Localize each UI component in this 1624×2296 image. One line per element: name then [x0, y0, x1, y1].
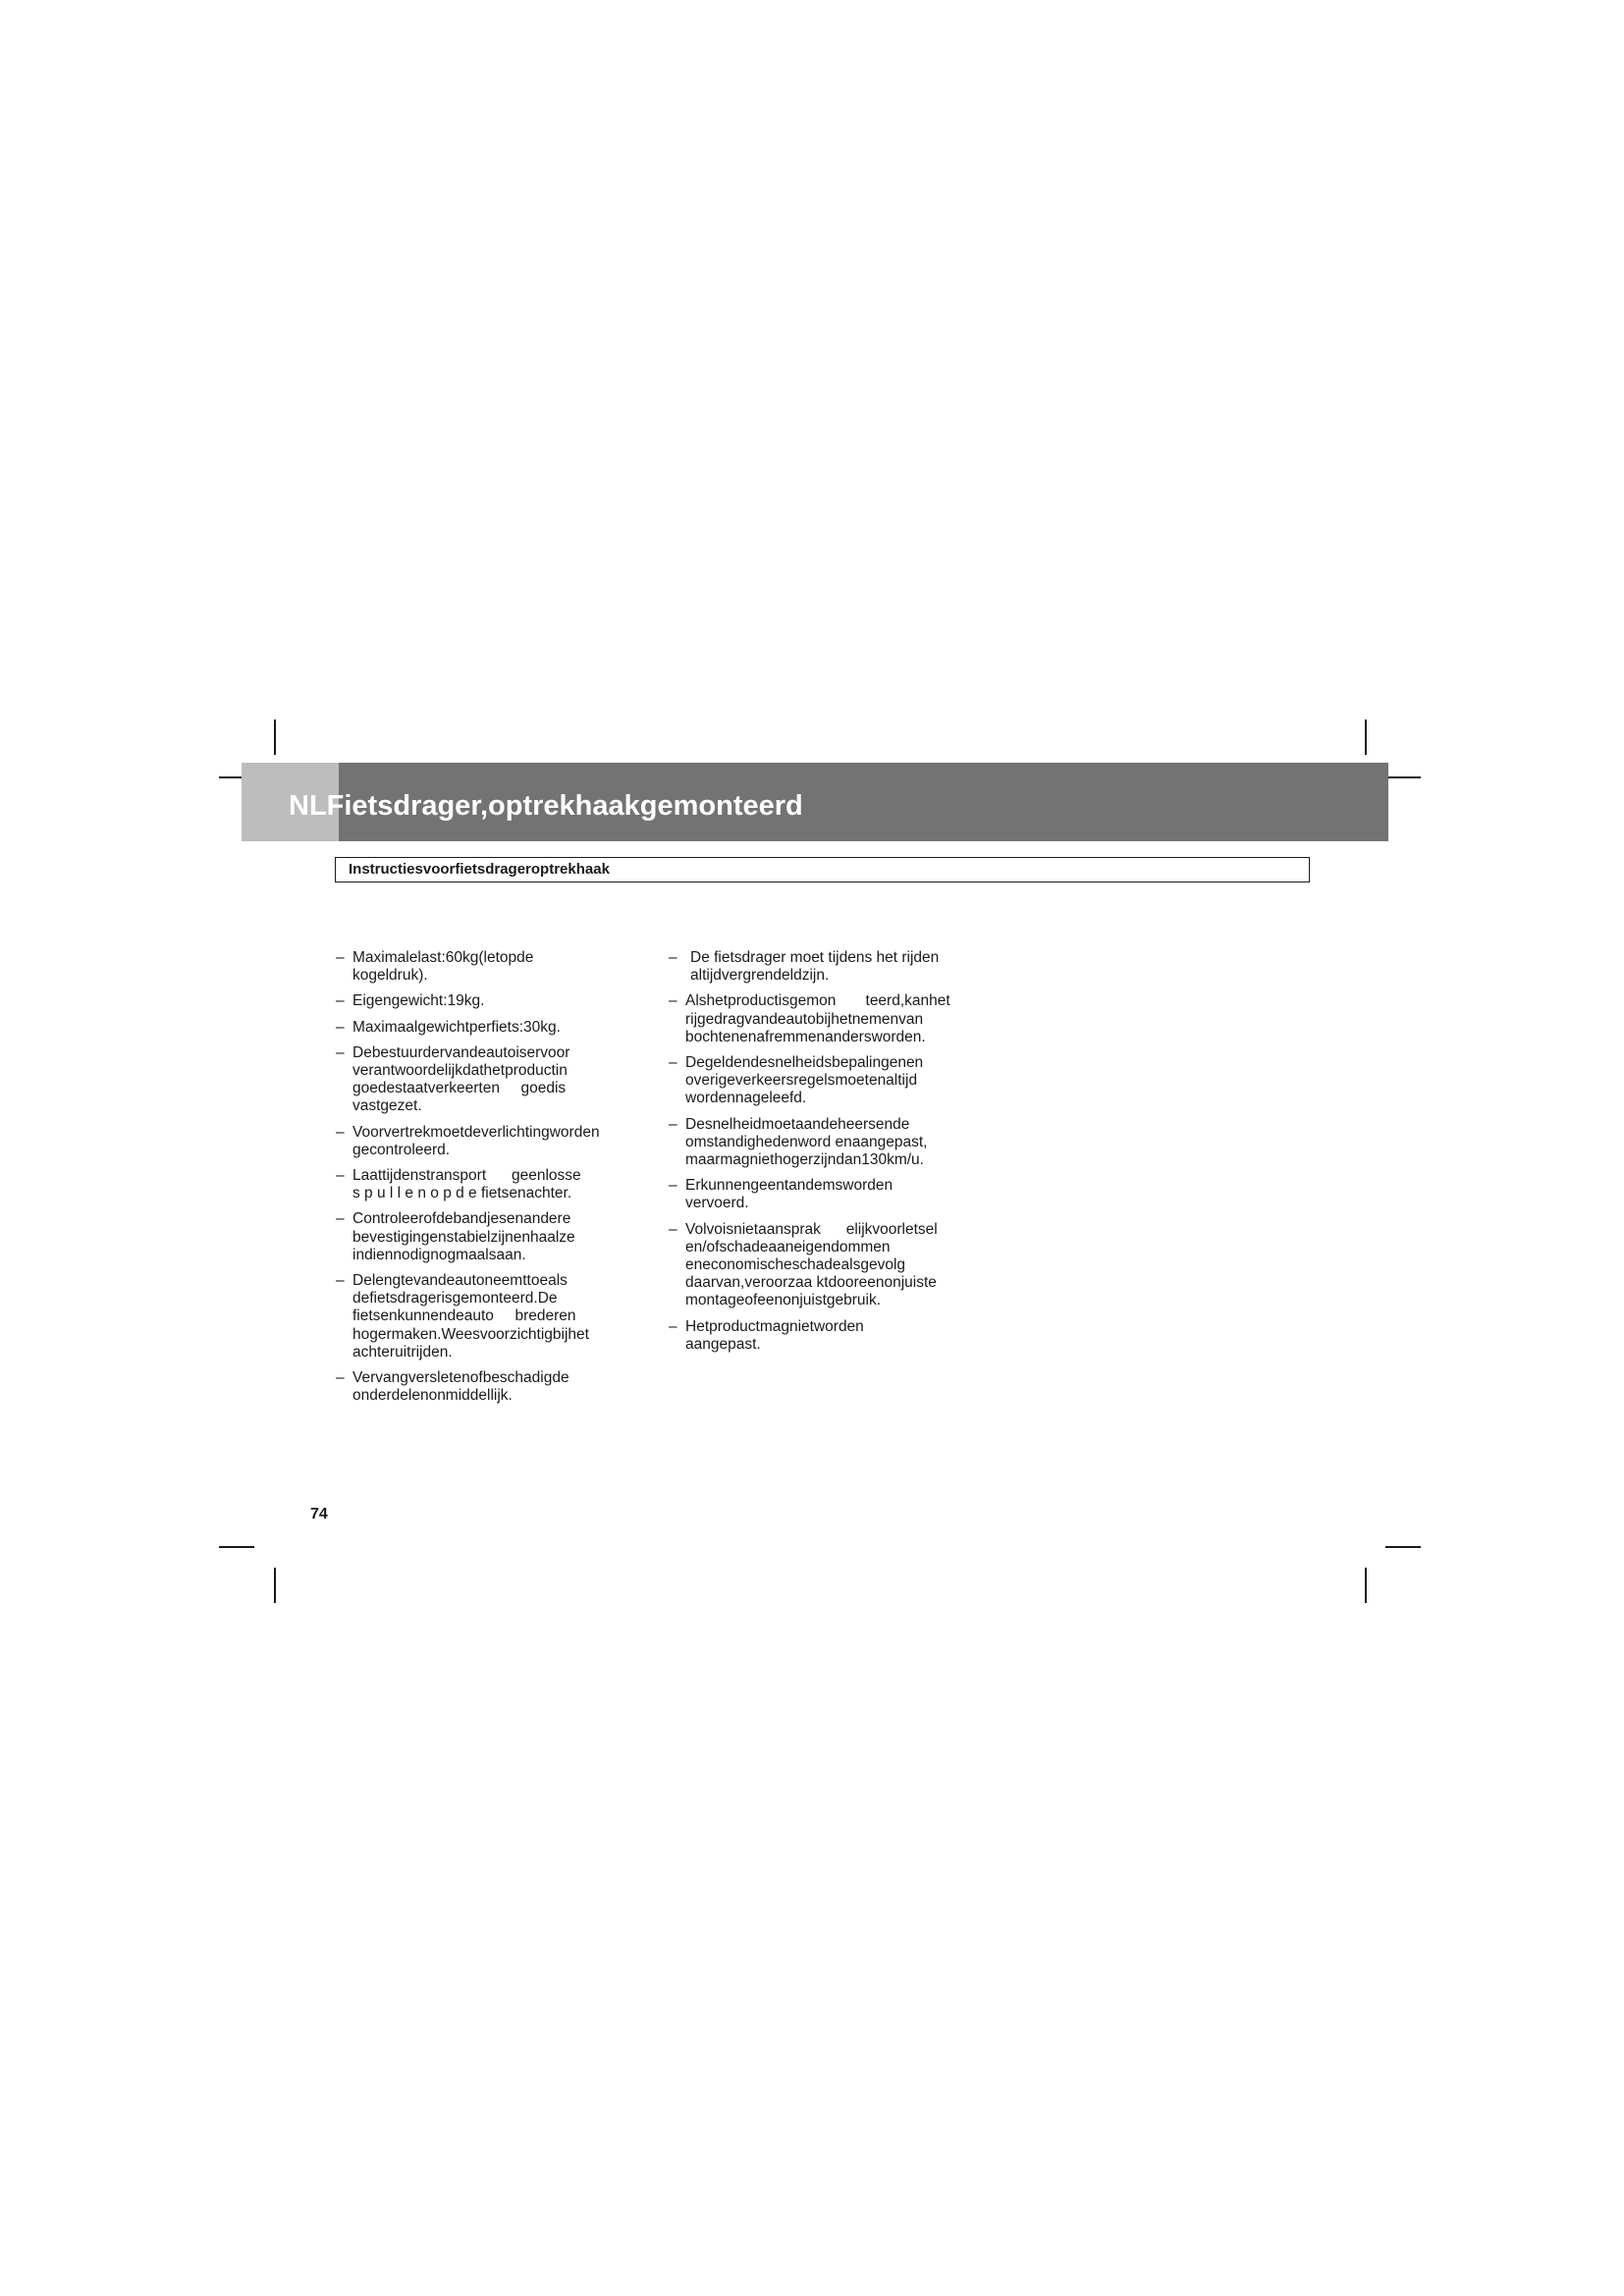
- list-item: [336, 1369, 660, 1405]
- list-item-text: Degeldendesnelheidsbepalingenen overigeverkeersregelsmoetenaltijd wordennageleefd.: [685, 1054, 924, 1107]
- list-dash: –: [336, 1043, 345, 1061]
- list-dash: –: [669, 1317, 677, 1335]
- list-dash: –: [669, 992, 677, 1010]
- list-dash: –: [336, 1018, 345, 1036]
- list-item: [669, 1221, 993, 1310]
- list-item: [336, 1044, 660, 1116]
- list-item: [669, 1318, 993, 1354]
- right-column: [669, 949, 993, 1362]
- list-item-text: Controleerofdebandjesenandere bevestigingenstabielzijnenhaalze indiennodignogmaalsaan.: [352, 1210, 575, 1263]
- list-item: [336, 949, 660, 985]
- list-dash: –: [336, 1123, 345, 1141]
- list-dash: –: [669, 1115, 677, 1133]
- list-item-text: Maximalelast:60kg(letopde kogeldruk).: [352, 949, 534, 985]
- list-item-text: Volvoisnietaansprak elijkvoorletsel en/ofschadeaaneigendommen eneconomischeschadealsgevolg daarvan,veroorzaa ktdooreenonjuiste montageofeenonjuistgebruik.: [685, 1220, 938, 1309]
- list-item-text: Alshetproductisgemon teerd,kanhet rijgedragvandeautobijhetnemenvan bochtenenafremmenandersworden.: [685, 992, 950, 1045]
- list-item-text: De fietsdrager moet tijdens het rijden altijdvergrendeldzijn.: [690, 949, 940, 985]
- crop-mark-top-right-horizontal: [1385, 776, 1421, 778]
- crop-mark-bottom-left-horizontal: [219, 1546, 254, 1548]
- header-band: [242, 763, 1388, 841]
- list-dash: –: [669, 1220, 677, 1238]
- crop-mark-bottom-left-vertical: [274, 1568, 276, 1603]
- crop-mark-top-right-vertical: [1365, 720, 1367, 755]
- list-item-text: Delengtevandeautoneemttoeals defietsdragerisgemonteerd.De fietsenkunnendeauto brederen hogermaken.Weesvoorzichtigbijhet achteruitrijden.: [352, 1272, 589, 1361]
- crop-mark-bottom-right-vertical: [1365, 1568, 1367, 1603]
- list-item-text: Hetproductmagnietworden aangepast.: [685, 1317, 864, 1353]
- list-dash: –: [336, 992, 345, 1010]
- list-dash: –: [669, 1054, 677, 1072]
- list-item: [669, 1116, 993, 1170]
- list-item: [336, 992, 660, 1010]
- page-title: NLFietsdrager,optrekhaakgemonteerd: [289, 790, 803, 822]
- list-dash: –: [336, 1272, 345, 1290]
- crop-mark-top-left-vertical: [274, 720, 276, 755]
- list-item-text: Laattijdenstransport geenlosse s p u l l e n o p d e fietsenachter.: [352, 1167, 581, 1202]
- list-item: [336, 1124, 660, 1159]
- list-item-text: Erkunnengeentandemsworden vervoerd.: [685, 1177, 893, 1212]
- list-item: [336, 1019, 660, 1037]
- list-item: [669, 949, 993, 985]
- left-column: [336, 949, 660, 1413]
- list-item-text: Voorvertrekmoetdeverlichtingworden gecontroleerd.: [352, 1123, 600, 1158]
- list-dash: –: [336, 1369, 345, 1387]
- list-item: [669, 1054, 993, 1108]
- list-item-text: Vervangversletenofbeschadigde onderdelenonmiddellijk.: [352, 1369, 569, 1405]
- section-heading-box: [335, 857, 1310, 882]
- list-item-text: Desnelheidmoetaandeheersende omstandighedenword enaangepast, maarmagniethogerzijndan130km/u.: [685, 1115, 928, 1169]
- list-item: [669, 1177, 993, 1212]
- list-item: [669, 992, 993, 1046]
- list-item-text: Maximaalgewichtperfiets:30kg.: [352, 1018, 561, 1036]
- list-item: [336, 1167, 660, 1202]
- page-number: 74: [310, 1506, 328, 1522]
- list-item-text: Eigengewicht:19kg.: [352, 992, 485, 1010]
- list-dash: –: [669, 1177, 677, 1195]
- crop-mark-bottom-right-horizontal: [1385, 1546, 1421, 1548]
- list-dash: –: [669, 949, 677, 966]
- section-heading: Instructiesvoorfietsdrageroptrekhaak: [349, 861, 610, 878]
- list-item: [336, 1272, 660, 1362]
- list-dash: –: [336, 949, 345, 966]
- list-dash: –: [336, 1167, 345, 1185]
- list-dash: –: [336, 1210, 345, 1228]
- list-item: [336, 1210, 660, 1264]
- list-item-text: Debestuurdervandeautoiservoor verantwoordelijkdathetproductin goedestaatverkeerten goedis vastgezet.: [352, 1043, 570, 1115]
